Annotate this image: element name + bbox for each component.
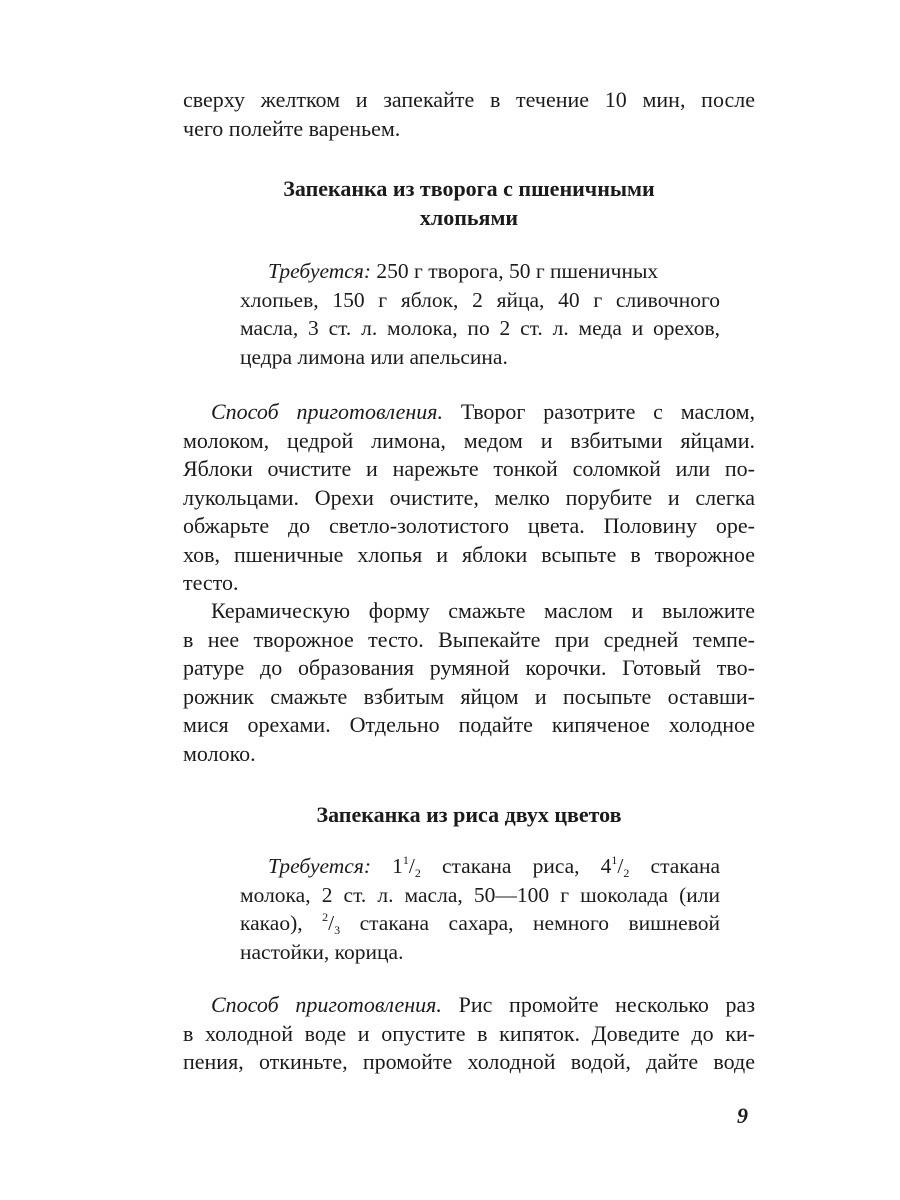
text-line: молоком, цедрой лимона, медом и взбитыми яйцами. (183, 427, 755, 453)
text-line: в холодной воде и опустите в кипяток. Доведите до ки- (183, 1020, 755, 1046)
method-paragraph (183, 398, 755, 598)
text-line: пения, откиньте, промойте холодной водой, дайте воде (183, 1049, 755, 1074)
method-label: Способ приготовления. (211, 399, 444, 424)
page-number: 9 (737, 1103, 748, 1128)
text-line: чего полейте вареньем. (183, 115, 401, 141)
text-line: какао), $^2/_3$ стакана сахара, немного вишневой (240, 910, 720, 937)
title-line: Запеканка из риса двух цветов (316, 802, 622, 827)
required-label: Требуется: (268, 259, 371, 283)
text-line: лукольцами. Орехи очистите, мелко порубите и слегка (183, 484, 755, 510)
text-line: Яблоки очистите и нарежьте тонкой соломкой или по- (183, 456, 755, 481)
ingredients-block (240, 257, 720, 371)
title-line: хлопьями (419, 204, 519, 230)
text-line: тесто. (183, 570, 239, 595)
text-line: Требуется: 250 г творога, 50 г пшеничных (268, 259, 659, 283)
text-line: Керамическую форму смажьте маслом и выложите (211, 598, 755, 623)
method-label: Способ приготовления. (211, 992, 442, 1017)
text-line: рожник смажьте взбитым яйцом и посыпьте оставши- (183, 683, 755, 709)
method-paragraph (183, 991, 755, 1077)
title-line: Запеканка из творога с пшеничными (283, 176, 655, 201)
text-line: обжарьте до светло-золотистого цвета. Половину оре- (183, 513, 755, 538)
text-line: цедра лимона или апельсина. (240, 344, 508, 369)
text-line: Требуется: $1^1/_2$ стакана риса, $4^1/_2$ стакана (268, 853, 720, 880)
intro-paragraph (183, 86, 755, 143)
method-paragraph-2 (183, 597, 755, 768)
text-line: настойки, корица. (240, 939, 404, 964)
text-line: масла, 3 ст. л. молока, по 2 ст. л. меда и орехов, (240, 316, 720, 340)
ingredients-block (240, 852, 720, 966)
text-line: Способ приготовления. Рис промойте несколько раз (211, 992, 756, 1017)
recipe-title (183, 801, 755, 830)
text-line: сверху желтком и запекайте в течение 10 мин, после (183, 87, 755, 112)
text-line: Способ приготовления. Творог разотрите с маслом, (211, 399, 755, 424)
text-line: мися орехами. Отдельно подайте кипяченое холодное (183, 712, 755, 737)
required-label: Требуется: (268, 854, 371, 878)
text-line: молока, 2 ст. л. масла, 50—100 г шоколада (или (240, 882, 720, 907)
text-line: хлопьев, 150 г яблок, 2 яйца, 40 г сливочного (240, 287, 720, 312)
text-line: ратуре до образования румяной корочки. Готовый тво- (183, 655, 755, 680)
text-line: молоко. (183, 740, 256, 766)
text-line: хов, пшеничные хлопья и яблоки всыпьте в творожное (183, 541, 755, 567)
text-line: в нее творожное тесто. Выпекайте при средней темпе- (183, 626, 755, 652)
recipe-title (183, 175, 755, 232)
